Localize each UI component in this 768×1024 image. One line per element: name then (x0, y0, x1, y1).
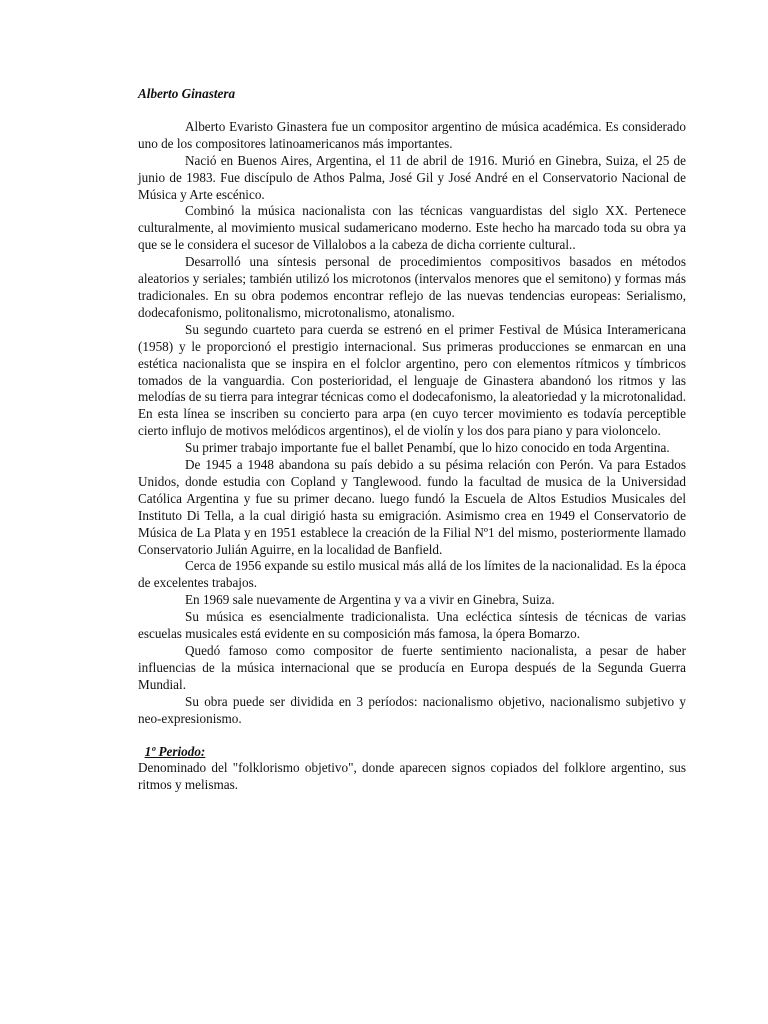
section-paragraph: Denominado del "folklorismo objetivo", donde aparecen signos copiados del folklore argentino, sus ritmos y melismas. (138, 760, 686, 793)
section-heading (138, 744, 686, 761)
paragraph-3: Combinó la música nacionalista con las técnicas vanguardistas del siglo XX. Pertenece culturalmente, al movimiento musical sudamericano moderno. Este hecho ha marcado toda su obra ya que se le considera el sucesor de Villalobos a la cabeza de dicha corriente cultural.. (138, 203, 686, 253)
paragraph-12: Su obra puede ser dividida en 3 períodos: nacionalismo objetivo, nacionalismo subjetivo y neo-expresionismo. (138, 693, 686, 726)
paragraph-1: Alberto Evaristo Ginastera fue un compositor argentino de música académica. Es considerado uno de los compositores latinoamericanos más importantes. (138, 118, 686, 151)
paragraph-9: En 1969 sale nuevamente de Argentina y va a vivir en Ginebra, Suiza. (185, 592, 555, 608)
section-heading-text: 1º Periodo: (144, 743, 206, 759)
document-page (138, 86, 686, 794)
paragraph-5: Su segundo cuarteto para cuerda se estrenó en el primer Festival de Música Interamericana (1958) y le proporcionó el prestigio internacional. Sus primeras producciones se enmarcan en una estética nacionalista que se inspira en el folclor argentino, pero con elementos rítmicos y tímbricos tomados de la vanguardia. Con posterioridad, el lenguaje de Ginastera abandonó los ritmos y las melodías de su tierra para integrar técnicas como el dodecafonismo, la aleatoriedad y la microtonalidad. En esta línea se inscriben su concierto para arpa (en cuyo tercer movimiento es todavía perceptible cierto influjo de motivos melódicos argentinos), el de violín y los dos para piano y para violoncelo. (138, 321, 686, 439)
document-title: Alberto Ginastera (138, 86, 236, 101)
paragraph-4: Desarrolló una síntesis personal de procedimientos compositivos basados en métodos aleatorios y seriales; también utilizó los microtonos (intervalos menores que el semitono) y formas más tradicionales. En su obra podemos encontrar reflejo de las nuevas tendencias europeas: Serialismo, dodecafonismo, politonalismo, microtonalismo, atonalismo. (138, 254, 686, 320)
paragraph-10: Su música es esencialmente tradicionalista. Una ecléctica síntesis de técnicas de varias escuelas musicales está evidente en su composición más famosa, la ópera Bomarzo. (138, 609, 686, 642)
paragraph-2: Nació en Buenos Aires, Argentina, el 11 de abril de 1916. Murió en Ginebra, Suiza, el 25 de junio de 1983. Fue discípulo de Athos Palma, José Gil y José André en el Conservatorio Nacional de Música y Arte escénico. (138, 152, 686, 202)
paragraph-11: Quedó famoso como compositor de fuerte sentimiento nacionalista, a pesar de haber influencias de la música internacional que se producía en Europa después de la Segunda Guerra Mundial. (138, 643, 686, 692)
paragraph-8: Cerca de 1956 expande su estilo musical más allá de los límites de la nacionalidad. Es la época de excelentes trabajos. (138, 558, 686, 591)
paragraph-6: Su primer trabajo importante fue el ballet Penambí, que lo hizo conocido en toda Argentina. (185, 440, 670, 456)
paragraph-7: De 1945 a 1948 abandona su país debido a su pésima relación con Perón. Va para Estados Unidos, donde estudia con Copland y Tanglewood. fundo la facultad de musica de la Universidad Católica Argentina y fue su primer decano. luego fundó la Escuela de Altos Estudios Musicales del Instituto Di Tella, a la cual dirigió hasta su emigración. Asimismo crea en 1949 el Conservatorio de Música de La Plata y en 1951 establece la creación de la Filial Nº1 del mismo, posteriormente llamado Conservatorio Julián Aguirre, en la localidad de Banfield. (138, 457, 686, 557)
